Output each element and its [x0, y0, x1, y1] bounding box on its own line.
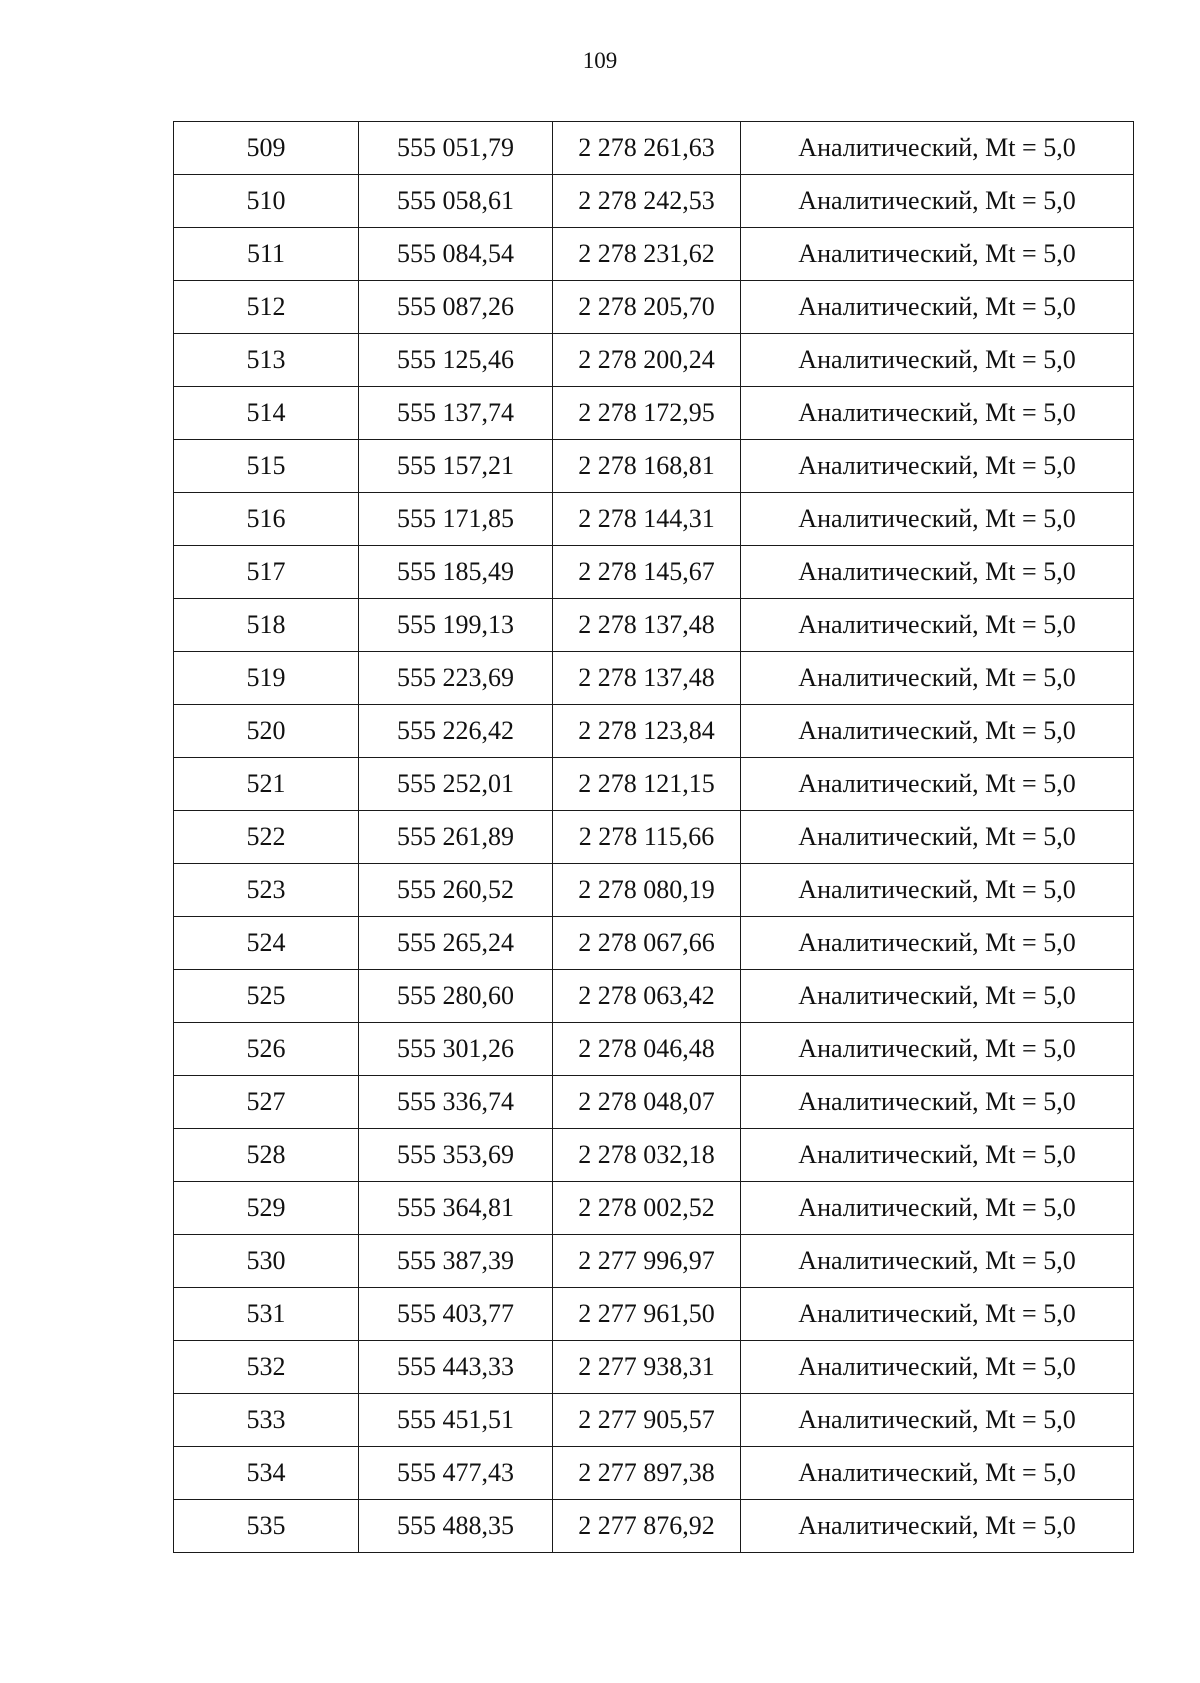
y-coordinate-cell: 2 278 067,66 — [553, 917, 741, 970]
y-coordinate-cell: 2 277 905,57 — [553, 1394, 741, 1447]
y-coordinate-cell: 2 278 123,84 — [553, 705, 741, 758]
table-row — [174, 228, 1134, 281]
y-coordinate-cell: 2 278 048,07 — [553, 1076, 741, 1129]
y-coordinate-cell: 2 278 231,62 — [553, 228, 741, 281]
y-coordinate-cell: 2 277 938,31 — [553, 1341, 741, 1394]
y-coordinate-cell: 2 278 063,42 — [553, 970, 741, 1023]
point-number-cell: 534 — [174, 1447, 359, 1500]
method-cell: Аналитический, Mt = 5,0 — [741, 599, 1134, 652]
x-coordinate-cell: 555 051,79 — [359, 122, 553, 175]
table-row — [174, 1394, 1134, 1447]
point-number-cell: 519 — [174, 652, 359, 705]
table-row — [174, 546, 1134, 599]
method-cell: Аналитический, Mt = 5,0 — [741, 1235, 1134, 1288]
x-coordinate-cell: 555 451,51 — [359, 1394, 553, 1447]
table-row — [174, 1023, 1134, 1076]
table-row — [174, 652, 1134, 705]
table-row — [174, 864, 1134, 917]
y-coordinate-cell: 2 278 144,31 — [553, 493, 741, 546]
point-number-cell: 512 — [174, 281, 359, 334]
method-cell: Аналитический, Mt = 5,0 — [741, 334, 1134, 387]
point-number-cell: 528 — [174, 1129, 359, 1182]
method-cell: Аналитический, Mt = 5,0 — [741, 440, 1134, 493]
method-cell: Аналитический, Mt = 5,0 — [741, 1500, 1134, 1553]
point-number-cell: 523 — [174, 864, 359, 917]
method-cell: Аналитический, Mt = 5,0 — [741, 228, 1134, 281]
x-coordinate-cell: 555 387,39 — [359, 1235, 553, 1288]
point-number-cell: 516 — [174, 493, 359, 546]
method-cell: Аналитический, Mt = 5,0 — [741, 811, 1134, 864]
method-cell: Аналитический, Mt = 5,0 — [741, 493, 1134, 546]
method-cell: Аналитический, Mt = 5,0 — [741, 387, 1134, 440]
y-coordinate-cell: 2 278 242,53 — [553, 175, 741, 228]
x-coordinate-cell: 555 199,13 — [359, 599, 553, 652]
point-number-cell: 535 — [174, 1500, 359, 1553]
x-coordinate-cell: 555 265,24 — [359, 917, 553, 970]
y-coordinate-cell: 2 278 145,67 — [553, 546, 741, 599]
method-cell: Аналитический, Mt = 5,0 — [741, 652, 1134, 705]
table-row — [174, 440, 1134, 493]
table-row — [174, 1341, 1134, 1394]
table-row — [174, 758, 1134, 811]
table-row — [174, 1500, 1134, 1553]
table-row — [174, 970, 1134, 1023]
method-cell: Аналитический, Mt = 5,0 — [741, 1288, 1134, 1341]
point-number-cell: 532 — [174, 1341, 359, 1394]
x-coordinate-cell: 555 353,69 — [359, 1129, 553, 1182]
y-coordinate-cell: 2 278 205,70 — [553, 281, 741, 334]
coordinates-table — [173, 121, 1134, 1553]
point-number-cell: 525 — [174, 970, 359, 1023]
page-number: 109 — [582, 48, 618, 73]
y-coordinate-cell: 2 278 137,48 — [553, 652, 741, 705]
point-number-cell: 520 — [174, 705, 359, 758]
point-number-cell: 531 — [174, 1288, 359, 1341]
point-number-cell: 530 — [174, 1235, 359, 1288]
table-row — [174, 599, 1134, 652]
point-number-cell: 513 — [174, 334, 359, 387]
x-coordinate-cell: 555 477,43 — [359, 1447, 553, 1500]
point-number-cell: 518 — [174, 599, 359, 652]
table-row — [174, 493, 1134, 546]
x-coordinate-cell: 555 125,46 — [359, 334, 553, 387]
method-cell: Аналитический, Mt = 5,0 — [741, 281, 1134, 334]
y-coordinate-cell: 2 278 200,24 — [553, 334, 741, 387]
table-row — [174, 175, 1134, 228]
method-cell: Аналитический, Mt = 5,0 — [741, 1341, 1134, 1394]
method-cell: Аналитический, Mt = 5,0 — [741, 1447, 1134, 1500]
table-row — [174, 1288, 1134, 1341]
x-coordinate-cell: 555 084,54 — [359, 228, 553, 281]
point-number-cell: 527 — [174, 1076, 359, 1129]
table-row — [174, 334, 1134, 387]
x-coordinate-cell: 555 226,42 — [359, 705, 553, 758]
method-cell: Аналитический, Mt = 5,0 — [741, 1129, 1134, 1182]
x-coordinate-cell: 555 223,69 — [359, 652, 553, 705]
y-coordinate-cell: 2 278 121,15 — [553, 758, 741, 811]
x-coordinate-cell: 555 058,61 — [359, 175, 553, 228]
x-coordinate-cell: 555 260,52 — [359, 864, 553, 917]
method-cell: Аналитический, Mt = 5,0 — [741, 1023, 1134, 1076]
y-coordinate-cell: 2 278 261,63 — [553, 122, 741, 175]
method-cell: Аналитический, Mt = 5,0 — [741, 758, 1134, 811]
x-coordinate-cell: 555 171,85 — [359, 493, 553, 546]
x-coordinate-cell: 555 087,26 — [359, 281, 553, 334]
method-cell: Аналитический, Mt = 5,0 — [741, 546, 1134, 599]
table-row — [174, 1182, 1134, 1235]
point-number-cell: 521 — [174, 758, 359, 811]
y-coordinate-cell: 2 278 172,95 — [553, 387, 741, 440]
table-row — [174, 1129, 1134, 1182]
x-coordinate-cell: 555 252,01 — [359, 758, 553, 811]
y-coordinate-cell: 2 278 080,19 — [553, 864, 741, 917]
table-row — [174, 917, 1134, 970]
point-number-cell: 514 — [174, 387, 359, 440]
point-number-cell: 511 — [174, 228, 359, 281]
method-cell: Аналитический, Mt = 5,0 — [741, 175, 1134, 228]
table-row — [174, 1076, 1134, 1129]
x-coordinate-cell: 555 336,74 — [359, 1076, 553, 1129]
x-coordinate-cell: 555 364,81 — [359, 1182, 553, 1235]
table-row — [174, 705, 1134, 758]
x-coordinate-cell: 555 261,89 — [359, 811, 553, 864]
x-coordinate-cell: 555 443,33 — [359, 1341, 553, 1394]
method-cell: Аналитический, Mt = 5,0 — [741, 1394, 1134, 1447]
point-number-cell: 533 — [174, 1394, 359, 1447]
point-number-cell: 510 — [174, 175, 359, 228]
point-number-cell: 517 — [174, 546, 359, 599]
y-coordinate-cell: 2 278 137,48 — [553, 599, 741, 652]
y-coordinate-cell: 2 278 002,52 — [553, 1182, 741, 1235]
point-number-cell: 522 — [174, 811, 359, 864]
x-coordinate-cell: 555 301,26 — [359, 1023, 553, 1076]
method-cell: Аналитический, Mt = 5,0 — [741, 705, 1134, 758]
method-cell: Аналитический, Mt = 5,0 — [741, 917, 1134, 970]
y-coordinate-cell: 2 278 115,66 — [553, 811, 741, 864]
table-body — [174, 122, 1134, 1553]
y-coordinate-cell: 2 278 046,48 — [553, 1023, 741, 1076]
table-row — [174, 122, 1134, 175]
y-coordinate-cell: 2 278 032,18 — [553, 1129, 741, 1182]
y-coordinate-cell: 2 277 897,38 — [553, 1447, 741, 1500]
y-coordinate-cell: 2 277 996,97 — [553, 1235, 741, 1288]
x-coordinate-cell: 555 488,35 — [359, 1500, 553, 1553]
x-coordinate-cell: 555 137,74 — [359, 387, 553, 440]
point-number-cell: 526 — [174, 1023, 359, 1076]
table-row — [174, 281, 1134, 334]
point-number-cell: 529 — [174, 1182, 359, 1235]
x-coordinate-cell: 555 280,60 — [359, 970, 553, 1023]
method-cell: Аналитический, Mt = 5,0 — [741, 122, 1134, 175]
y-coordinate-cell: 2 277 876,92 — [553, 1500, 741, 1553]
method-cell: Аналитический, Mt = 5,0 — [741, 1182, 1134, 1235]
point-number-cell: 515 — [174, 440, 359, 493]
table-row — [174, 1235, 1134, 1288]
method-cell: Аналитический, Mt = 5,0 — [741, 970, 1134, 1023]
y-coordinate-cell: 2 278 168,81 — [553, 440, 741, 493]
x-coordinate-cell: 555 185,49 — [359, 546, 553, 599]
y-coordinate-cell: 2 277 961,50 — [553, 1288, 741, 1341]
x-coordinate-cell: 555 403,77 — [359, 1288, 553, 1341]
method-cell: Аналитический, Mt = 5,0 — [741, 864, 1134, 917]
table-row — [174, 1447, 1134, 1500]
table-row — [174, 811, 1134, 864]
x-coordinate-cell: 555 157,21 — [359, 440, 553, 493]
point-number-cell: 524 — [174, 917, 359, 970]
table-row — [174, 387, 1134, 440]
point-number-cell: 509 — [174, 122, 359, 175]
method-cell: Аналитический, Mt = 5,0 — [741, 1076, 1134, 1129]
